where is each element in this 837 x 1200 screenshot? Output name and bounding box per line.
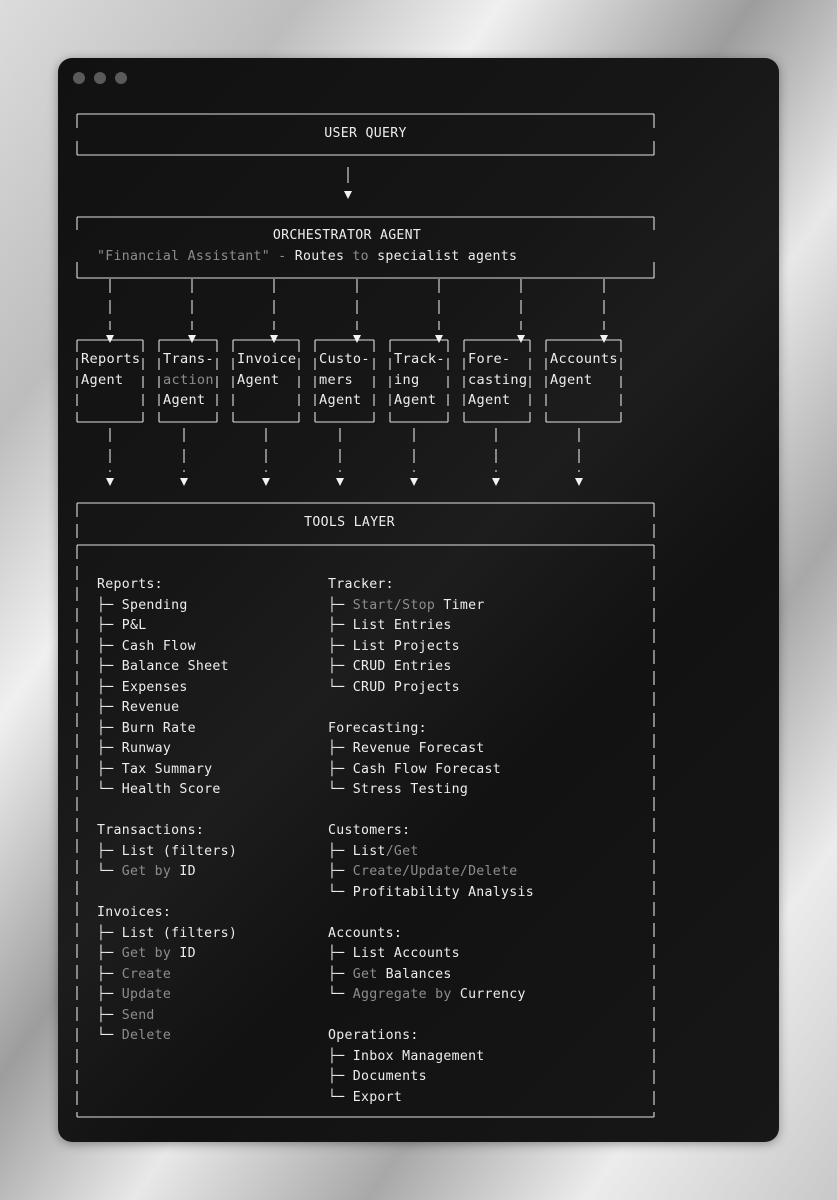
arrow-down-icon bbox=[336, 478, 344, 486]
tree-branch-icon: ├─ bbox=[97, 925, 122, 941]
tree-branch-icon: └─ bbox=[328, 987, 353, 1002]
tool-group-heading-reports: Reports: bbox=[97, 577, 163, 592]
tree-branch-icon: └─ bbox=[97, 782, 122, 797]
arrow-down-icon bbox=[106, 335, 114, 343]
tool-item-label: CRUD Entries bbox=[352, 659, 452, 674]
arrow-down-icon bbox=[575, 478, 583, 486]
tool-item bbox=[328, 637, 460, 658]
tool-item bbox=[97, 719, 196, 740]
tool-item-label: CRUD Projects bbox=[352, 679, 460, 695]
tool-item-label: Stress Testing bbox=[352, 782, 469, 797]
tool-item bbox=[328, 780, 468, 801]
tree-branch-icon: ├─ bbox=[97, 679, 122, 695]
tree-branch-icon: ├─ bbox=[328, 638, 353, 654]
tree-branch-icon: ├─ bbox=[328, 618, 353, 633]
tool-item bbox=[97, 637, 196, 658]
agent-box[interactable] bbox=[468, 349, 528, 411]
agent-label-line: Agent bbox=[237, 371, 280, 388]
tree-branch-icon: ├─ bbox=[97, 966, 122, 982]
tool-item-label: Revenue bbox=[121, 700, 180, 715]
tool-item bbox=[97, 1006, 155, 1027]
tool-item bbox=[328, 678, 460, 699]
tool-item bbox=[328, 842, 419, 863]
tool-item bbox=[97, 780, 221, 801]
tool-item bbox=[97, 698, 179, 719]
tree-branch-icon: ├─ bbox=[328, 1069, 353, 1084]
tool-item bbox=[97, 985, 171, 1006]
tool-item-label: List Accounts bbox=[352, 946, 460, 961]
tree-branch-icon: ├─ bbox=[97, 700, 122, 715]
tree-branch-icon: └─ bbox=[97, 1028, 122, 1043]
tool-item-label: List (filters) bbox=[121, 843, 238, 859]
tool-item-label: Update bbox=[121, 987, 172, 1002]
tool-item-label: Inbox Management bbox=[352, 1048, 485, 1064]
tool-item bbox=[97, 596, 188, 617]
agent-label-line: Reports bbox=[81, 351, 141, 367]
agent-label-line: Agent bbox=[163, 392, 206, 408]
tool-item-label: Profitability Analysis bbox=[352, 884, 534, 900]
tree-branch-icon: └─ bbox=[328, 1089, 353, 1105]
orchestrator-to: to bbox=[344, 249, 378, 264]
tool-item bbox=[328, 616, 452, 637]
tool-item-label: Runway bbox=[121, 741, 172, 756]
tool-item-label: P&L bbox=[121, 618, 147, 633]
tree-branch-icon: ├─ bbox=[97, 720, 122, 736]
tool-group-heading-invoices: Invoices: bbox=[97, 905, 172, 920]
tree-branch-icon: ├─ bbox=[328, 741, 353, 756]
tool-item-label-part: ID bbox=[171, 946, 196, 961]
tool-item bbox=[328, 760, 501, 781]
arrow-down-icon bbox=[270, 335, 278, 343]
arrow-down-icon bbox=[188, 335, 196, 343]
agent-box[interactable] bbox=[550, 349, 619, 390]
agent-box[interactable] bbox=[163, 349, 215, 411]
tool-item bbox=[328, 1088, 402, 1109]
tool-item-label: Expenses bbox=[121, 679, 188, 695]
tree-branch-icon: ├─ bbox=[97, 741, 122, 756]
user-query-label: USER QUERY bbox=[324, 126, 407, 141]
arrow-down-icon bbox=[517, 335, 525, 343]
tool-item bbox=[97, 616, 146, 637]
tool-item bbox=[328, 965, 452, 986]
tool-item-label-part: Aggregate by bbox=[352, 987, 452, 1002]
tool-item-label-part: Timer bbox=[435, 597, 485, 613]
arrow-down-icon bbox=[435, 335, 443, 343]
agent-label-line: action bbox=[163, 371, 214, 388]
tool-item bbox=[97, 842, 237, 863]
tree-branch-icon: ├─ bbox=[97, 987, 122, 1002]
tool-item bbox=[97, 678, 188, 699]
tree-branch-icon: ├─ bbox=[328, 843, 353, 859]
orchestrator-rest: specialist agents bbox=[377, 249, 518, 264]
tree-branch-icon: ├─ bbox=[328, 597, 353, 613]
tool-item-label-part: ID bbox=[171, 864, 196, 879]
tool-item bbox=[328, 862, 518, 883]
tree-branch-icon: ├─ bbox=[328, 946, 353, 961]
tool-group-heading-customers: Customers: bbox=[328, 823, 411, 838]
tool-item bbox=[328, 883, 534, 904]
tool-group-heading-forecasting: Forecasting: bbox=[328, 720, 427, 736]
agent-label-line: Custo- bbox=[319, 351, 370, 367]
tool-item-label: List (filters) bbox=[121, 925, 238, 941]
tool-item-label: Cash Flow bbox=[121, 638, 196, 654]
tree-branch-icon: └─ bbox=[328, 884, 353, 900]
agent-box[interactable] bbox=[81, 349, 141, 390]
tree-branch-icon: ├─ bbox=[97, 761, 122, 777]
arrow-down-icon bbox=[600, 335, 608, 343]
agent-box[interactable] bbox=[237, 349, 297, 390]
orchestrator-subtitle bbox=[97, 247, 517, 268]
agent-label-line: casting bbox=[468, 371, 528, 388]
tool-item-label: Cash Flow Forecast bbox=[352, 761, 502, 777]
tree-branch-icon: ├─ bbox=[328, 659, 353, 674]
tool-item bbox=[328, 657, 452, 678]
tree-branch-icon: ├─ bbox=[97, 946, 122, 961]
tool-item-label-part: Start/Stop bbox=[352, 597, 436, 613]
tree-branch-icon: ├─ bbox=[328, 864, 353, 879]
tool-item bbox=[328, 739, 485, 760]
tool-group-heading-operations: Operations: bbox=[328, 1028, 419, 1043]
tool-item-label: Create/Update/Delete bbox=[352, 864, 518, 879]
tool-item-label-part: List bbox=[352, 843, 386, 859]
arrow-down-icon bbox=[180, 478, 188, 486]
tree-branch-icon: └─ bbox=[328, 782, 353, 797]
agent-label-line: Agent bbox=[468, 392, 511, 408]
tool-item-label: Tax Summary bbox=[121, 761, 213, 777]
tool-item-label: Revenue Forecast bbox=[352, 741, 485, 756]
tree-branch-icon: ├─ bbox=[97, 1007, 122, 1023]
tool-item bbox=[97, 965, 171, 986]
tool-group-heading-transactions: Transactions: bbox=[97, 823, 205, 838]
tree-branch-icon: ├─ bbox=[328, 1048, 353, 1064]
tool-item bbox=[97, 862, 196, 883]
tree-branch-icon: └─ bbox=[97, 864, 122, 879]
tool-item bbox=[97, 739, 171, 760]
agent-box[interactable] bbox=[319, 349, 372, 411]
tool-item-label: Spending bbox=[121, 597, 188, 613]
tool-item-label-part: Get by bbox=[121, 946, 172, 961]
tool-item-label-part: Balances bbox=[377, 966, 452, 982]
agent-label-line: Invoice bbox=[237, 351, 297, 367]
tree-branch-icon: ├─ bbox=[97, 638, 122, 654]
tool-item-label: Burn Rate bbox=[121, 720, 196, 736]
agent-label-line: mers bbox=[319, 371, 353, 388]
tool-item bbox=[97, 657, 229, 678]
arrow-down-icon bbox=[106, 478, 114, 486]
agent-label-line: Agent bbox=[81, 371, 124, 388]
tree-branch-icon: ├─ bbox=[328, 761, 353, 777]
tool-item bbox=[328, 1067, 427, 1088]
arrow-down-icon bbox=[262, 478, 270, 486]
tool-item-label: Health Score bbox=[121, 782, 221, 797]
tool-item-label: List Projects bbox=[352, 638, 460, 654]
tool-item bbox=[97, 924, 237, 945]
tools-layer-title: TOOLS LAYER bbox=[304, 515, 395, 530]
tool-item-label: Export bbox=[352, 1089, 403, 1105]
tool-item-label-part: Currency bbox=[451, 987, 526, 1002]
orchestrator-routes: Routes bbox=[294, 249, 345, 264]
tool-group-heading-tracker: Tracker: bbox=[328, 577, 394, 592]
tree-branch-icon: ├─ bbox=[97, 597, 122, 613]
tree-branch-icon: ├─ bbox=[97, 618, 122, 633]
tool-item-label-part: /Get bbox=[385, 843, 419, 859]
tool-item bbox=[328, 985, 526, 1006]
arrow-down-icon bbox=[410, 478, 418, 486]
orchestrator-title: ORCHESTRATOR AGENT bbox=[272, 228, 422, 243]
tool-item bbox=[328, 1047, 485, 1068]
tool-item bbox=[97, 944, 196, 965]
tool-item-label: Documents bbox=[352, 1069, 427, 1084]
tree-branch-icon: └─ bbox=[328, 679, 353, 695]
arrow-down-icon bbox=[492, 478, 500, 486]
agent-label-line: Trans- bbox=[163, 351, 214, 367]
agent-label-line: Agent bbox=[550, 371, 593, 388]
tree-branch-icon: ├─ bbox=[97, 659, 122, 674]
tool-item bbox=[328, 596, 485, 617]
tool-item bbox=[97, 1026, 171, 1047]
tool-item-label: Delete bbox=[121, 1028, 172, 1043]
tree-branch-icon: ├─ bbox=[328, 966, 353, 982]
tool-item-label-part: Get by bbox=[121, 864, 172, 879]
agent-label-line: Track- bbox=[394, 351, 445, 367]
tool-item-label: List Entries bbox=[352, 618, 452, 633]
tool-item-label: Create bbox=[121, 966, 172, 982]
agent-label-line: ing bbox=[394, 371, 420, 388]
orchestrator-dash: - bbox=[270, 249, 295, 264]
agent-box[interactable] bbox=[394, 349, 446, 411]
tree-branch-icon: ├─ bbox=[97, 843, 122, 859]
tool-item bbox=[328, 944, 460, 965]
tool-item bbox=[97, 760, 212, 781]
tool-group-heading-accounts: Accounts: bbox=[328, 925, 403, 941]
arrow-down-icon bbox=[353, 335, 361, 343]
tool-item-label-part: Get bbox=[352, 966, 378, 982]
orchestrator-quote: "Financial Assistant" bbox=[97, 249, 271, 264]
agent-label-line: Agent bbox=[394, 392, 437, 408]
tool-item-label: Balance Sheet bbox=[121, 659, 229, 674]
agent-label-line: Accounts bbox=[550, 351, 618, 367]
tool-item-label: Send bbox=[121, 1007, 155, 1023]
agent-label-line: Agent bbox=[319, 392, 362, 408]
agent-label-line: Fore- bbox=[468, 351, 511, 367]
